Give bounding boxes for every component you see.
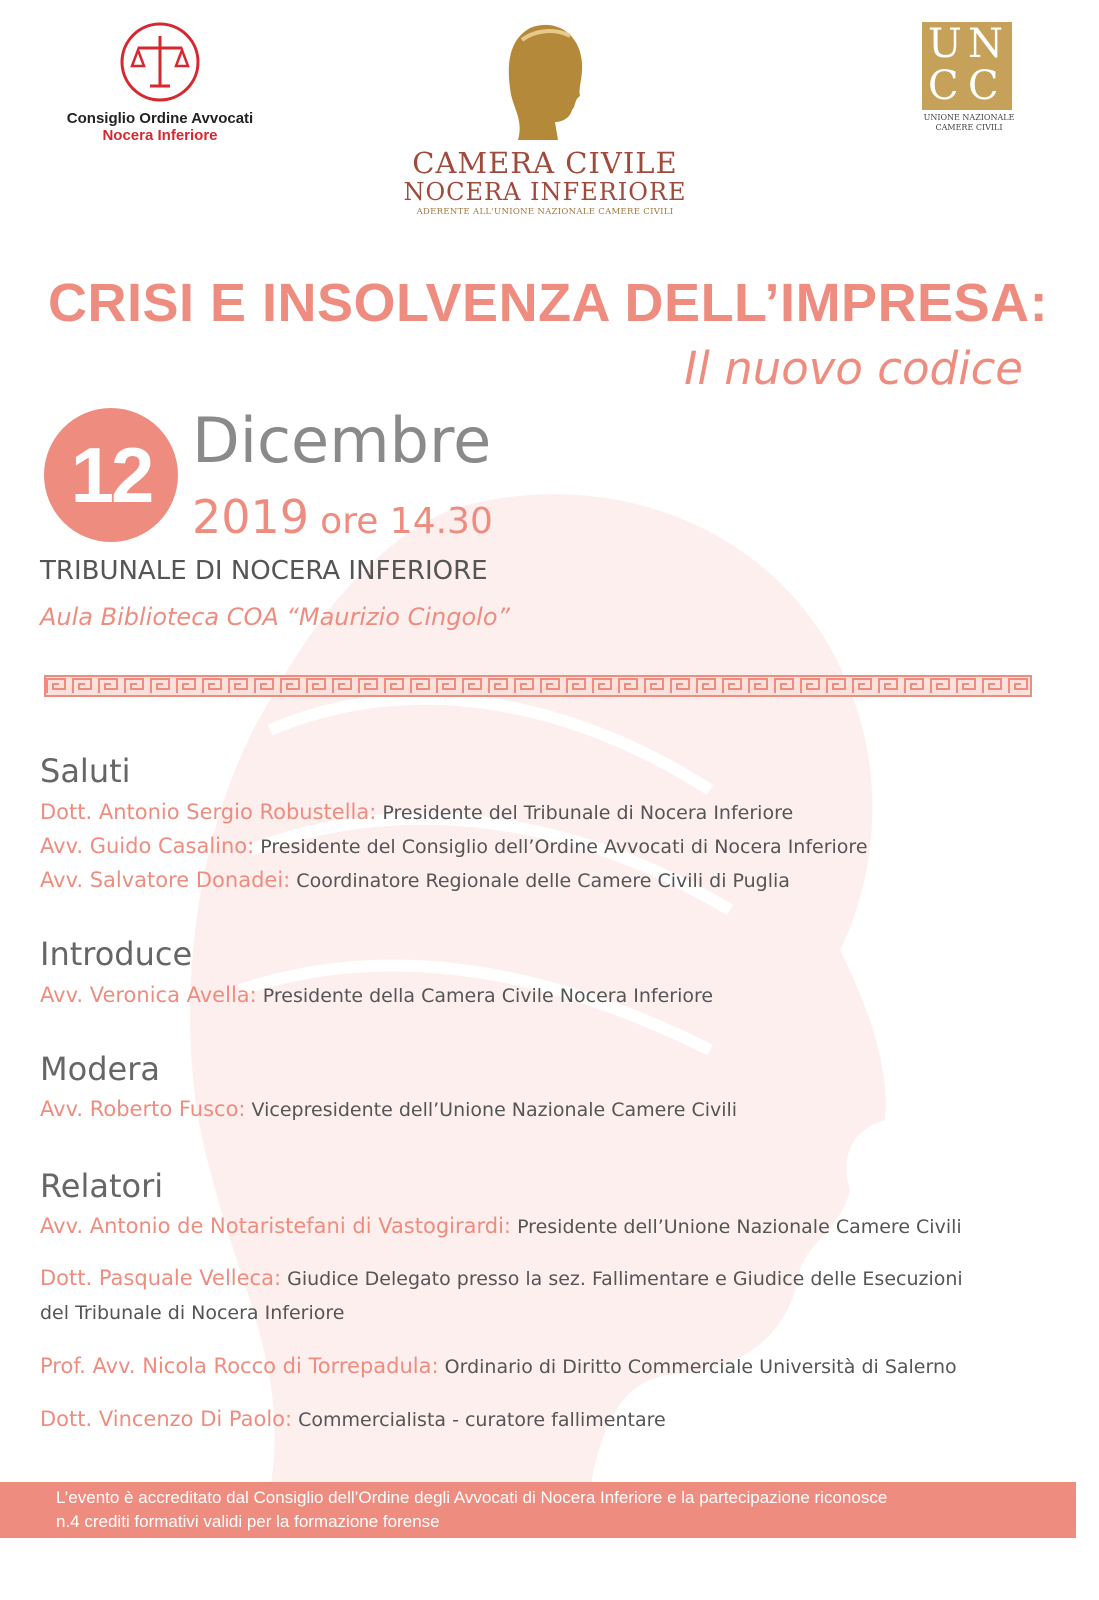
greek-key-divider bbox=[44, 675, 1032, 697]
date-month: Dicembre bbox=[192, 404, 492, 477]
speaker-role: Coordinatore Regionale delle Camere Civili di Puglia bbox=[296, 870, 790, 892]
camera-tagline: ADERENTE ALL'UNIONE NAZIONALE CAMERE CIVILI bbox=[416, 207, 674, 217]
event-venue: TRIBUNALE DI NOCERA INFERIORE bbox=[40, 556, 488, 586]
date-day-badge: 12 bbox=[44, 408, 178, 542]
speaker-row bbox=[40, 1354, 957, 1378]
speaker-row bbox=[40, 1097, 737, 1121]
section-heading-relatori: Relatori bbox=[40, 1167, 164, 1205]
speaker-name: Avv. Guido Casalino: bbox=[40, 834, 255, 858]
uncc-letter-c1: C bbox=[928, 63, 959, 109]
speaker-role: Presidente del Tribunale di Nocera Inferiore bbox=[382, 802, 794, 824]
uncc-sub-line1: UNIONE NAZIONALE bbox=[923, 113, 1015, 122]
speaker-role: Commercialista - curatore fallimentare bbox=[298, 1409, 666, 1431]
speaker-role-continuation: del Tribunale di Nocera Inferiore bbox=[40, 1302, 345, 1324]
speaker-row bbox=[40, 800, 793, 824]
speaker-row bbox=[40, 868, 790, 892]
speaker-role: Presidente dell’Unione Nazionale Camere Civili bbox=[517, 1216, 962, 1238]
camera-civile-logo bbox=[395, 18, 695, 238]
uncc-letter-c2: C bbox=[968, 63, 999, 109]
uncc-sub-line2: CAMERE CIVILI bbox=[935, 123, 1003, 132]
event-subtitle: Il nuovo codice bbox=[684, 342, 1023, 395]
speaker-role: Ordinario di Diritto Commerciale Università di Salerno bbox=[444, 1356, 957, 1378]
speaker-name: Prof. Avv. Nicola Rocco di Torrepadula: bbox=[40, 1354, 439, 1378]
laurel-profile-icon bbox=[500, 18, 590, 143]
footer-line2: n.4 crediti formativi validi per la formazione forense bbox=[56, 1512, 440, 1531]
speaker-name: Avv. Salvatore Donadei: bbox=[40, 868, 291, 892]
speaker-row bbox=[40, 1407, 666, 1431]
coa-name-line1: Consiglio Ordine Avvocati bbox=[66, 110, 254, 127]
speaker-row bbox=[40, 834, 868, 858]
coa-name-line2: Nocera Inferiore bbox=[102, 127, 218, 144]
event-time: ore 14.30 bbox=[320, 501, 493, 542]
uncc-emblem bbox=[922, 22, 1012, 110]
speaker-name: Avv. Antonio de Notaristefani di Vastogirardi: bbox=[40, 1214, 512, 1238]
speaker-role: Vicepresidente dell’Unione Nazionale Camere Civili bbox=[251, 1099, 738, 1121]
section-heading-modera: Modera bbox=[40, 1050, 160, 1088]
speaker-name: Avv. Roberto Fusco: bbox=[40, 1097, 246, 1121]
scales-of-justice-icon bbox=[118, 20, 202, 104]
camera-name-line1: CAMERA CIVILE bbox=[412, 146, 678, 180]
speaker-name: Avv. Veronica Avella: bbox=[40, 983, 257, 1007]
speaker-row bbox=[40, 1266, 963, 1290]
date-year: 2019 bbox=[192, 490, 310, 544]
event-title: CRISI E INSOLVENZA DELL’IMPRESA: bbox=[48, 273, 1049, 333]
section-heading-introduce: Introduce bbox=[40, 935, 193, 973]
speaker-role: Giudice Delegato presso la sez. Fallimentare e Giudice delle Esecuzioni bbox=[287, 1268, 963, 1290]
speaker-role: Presidente della Camera Civile Nocera Inferiore bbox=[262, 985, 714, 1007]
uncc-letter-n: N bbox=[968, 21, 1003, 67]
footer-line1: L’evento è accreditato dal Consiglio dell’Ordine degli Avvocati di Nocera Inferiore e la partecipazione riconosce bbox=[56, 1488, 888, 1507]
date-year-time bbox=[192, 490, 493, 544]
event-room: Aula Biblioteca COA “Maurizio Cingolo” bbox=[40, 603, 510, 631]
section-heading-saluti: Saluti bbox=[40, 752, 131, 790]
speaker-role: Presidente del Consiglio dell’Ordine Avvocati di Nocera Inferiore bbox=[260, 836, 868, 858]
uncc-letter-u: U bbox=[928, 21, 962, 67]
camera-name-line2: NOCERA INFERIORE bbox=[403, 178, 687, 206]
coa-logo bbox=[40, 20, 280, 150]
uncc-logo bbox=[922, 22, 1016, 134]
speaker-row bbox=[40, 983, 713, 1007]
speaker-name: Dott. Pasquale Velleca: bbox=[40, 1266, 282, 1290]
accreditation-footer bbox=[0, 1482, 1076, 1538]
speaker-row bbox=[40, 1214, 962, 1238]
speaker-name: Dott. Vincenzo Di Paolo: bbox=[40, 1407, 293, 1431]
speaker-name: Dott. Antonio Sergio Robustella: bbox=[40, 800, 377, 824]
